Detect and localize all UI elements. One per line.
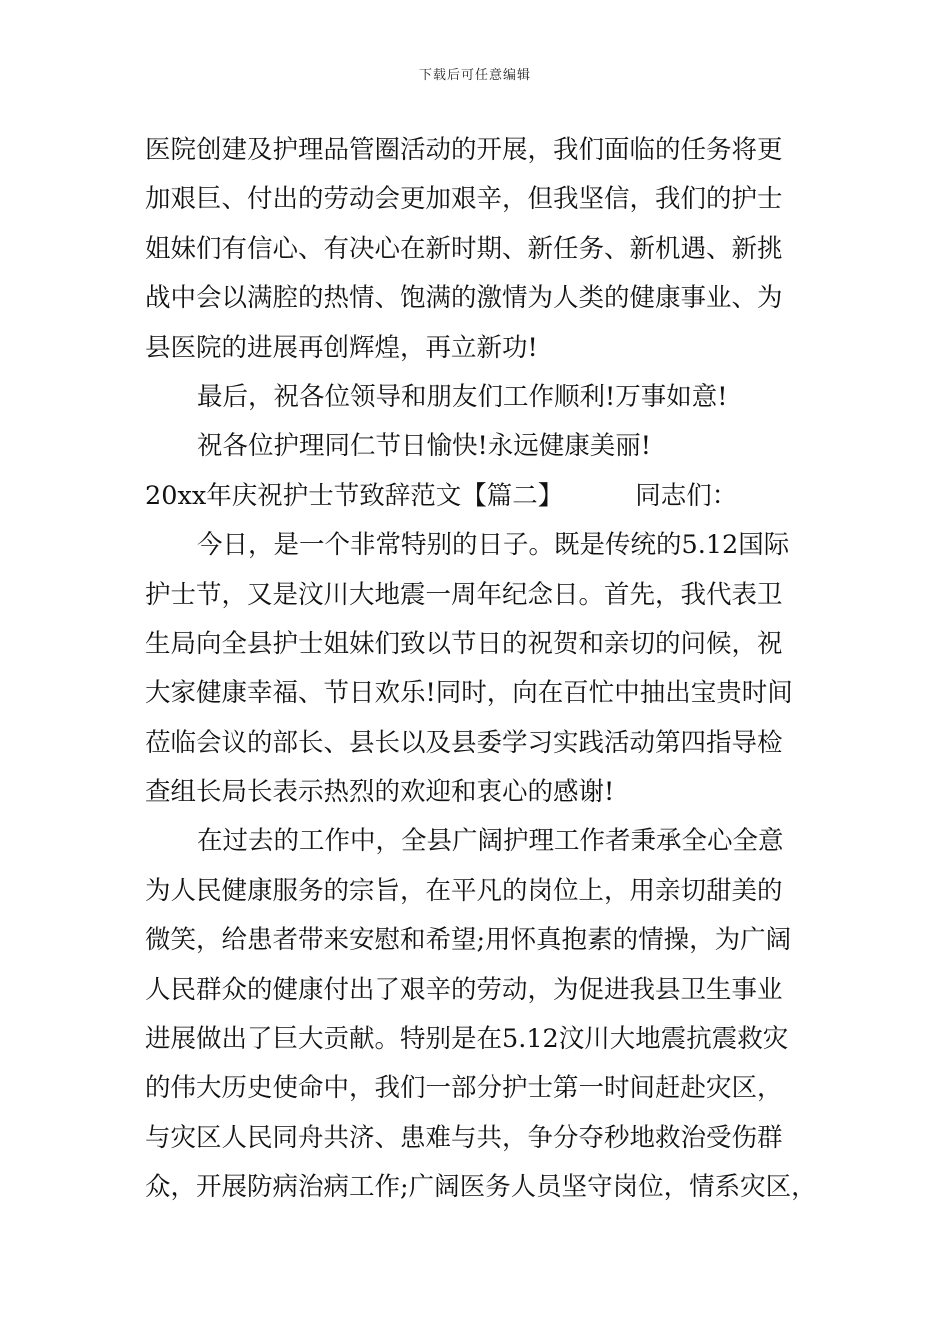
document-body — [145, 126, 815, 1213]
closing-line: 最后，祝各位领导和朋友们工作顺利!万事如意! — [197, 381, 728, 412]
paragraph-1-line: 今日，是一个非常特别的日子。既是传统的5.12国际 — [197, 530, 790, 561]
paragraph-1-line: 查组长局长表示热烈的欢迎和衷心的感谢! — [145, 777, 615, 808]
text-line: 医院创建及护理品管圈活动的开展，我们面临的任务将更 — [145, 135, 783, 165]
paragraph-1-line: 护士节，又是汶川大地震一周年纪念日。首先，我代表卫 — [145, 579, 783, 610]
paragraph-1-line: 莅临会议的部长、县长以及县委学习实践活动第四指导检 — [145, 727, 783, 758]
paragraph-2-line: 在过去的工作中，全县广阔护理工作者秉承全心全意 — [197, 826, 784, 857]
page-header-note: 下载后可任意编辑 — [418, 68, 531, 83]
paragraph-2-line: 为人民健康服务的宗旨，在平凡的岗位上，用亲切甜美的 — [145, 875, 783, 906]
paragraph-2-line: 进展做出了巨大贡献。特别是在5.12汶川大地震抗震救灾 — [145, 1024, 789, 1055]
text-line: 姐妹们有信心、有决心在新时期、新任务、新机遇、新挑 — [145, 233, 783, 264]
text-line: 战中会以满腔的热情、饱满的激情为人类的健康事业、为 — [145, 283, 783, 314]
paragraph-2-line: 众，开展防病治病工作;广阔医务人员坚守岗位，情系灾区， — [145, 1172, 817, 1203]
text-line: 加艰巨、付出的劳动会更加艰辛，但我坚信，我们的护士 — [145, 184, 783, 215]
paragraph-2-line: 的伟大历史使命中，我们一部分护士第一时间赶赴灾区， — [145, 1073, 783, 1104]
text-line: 县医院的进展再创辉煌，再立新功! — [145, 332, 538, 363]
paragraph-2-line: 人民群众的健康付出了艰辛的劳动，为促进我县卫生事业 — [145, 974, 783, 1005]
closing-line: 祝各位护理同仁节日愉快!永远健康美丽! — [197, 431, 651, 462]
paragraph-2-line: 微笑，给患者带来安慰和希望;用怀真抱素的情操，为广阔 — [145, 925, 792, 956]
section-heading-line — [145, 472, 815, 521]
section-title: 20xx年庆祝护士节致辞范文【篇二】 — [145, 480, 564, 511]
paragraph-1-line: 大家健康幸福、节日欢乐!同时，向在百忙中抽出宝贵时间 — [145, 678, 793, 709]
paragraph-2-line: 与灾区人民同舟共济、患难与共，争分夺秒地救治受伤群 — [145, 1122, 783, 1153]
paragraph-1-line: 生局向全县护士姐妹们致以节日的祝贺和亲切的问候，祝 — [145, 628, 783, 659]
salutation: 同志们： — [635, 480, 738, 511]
